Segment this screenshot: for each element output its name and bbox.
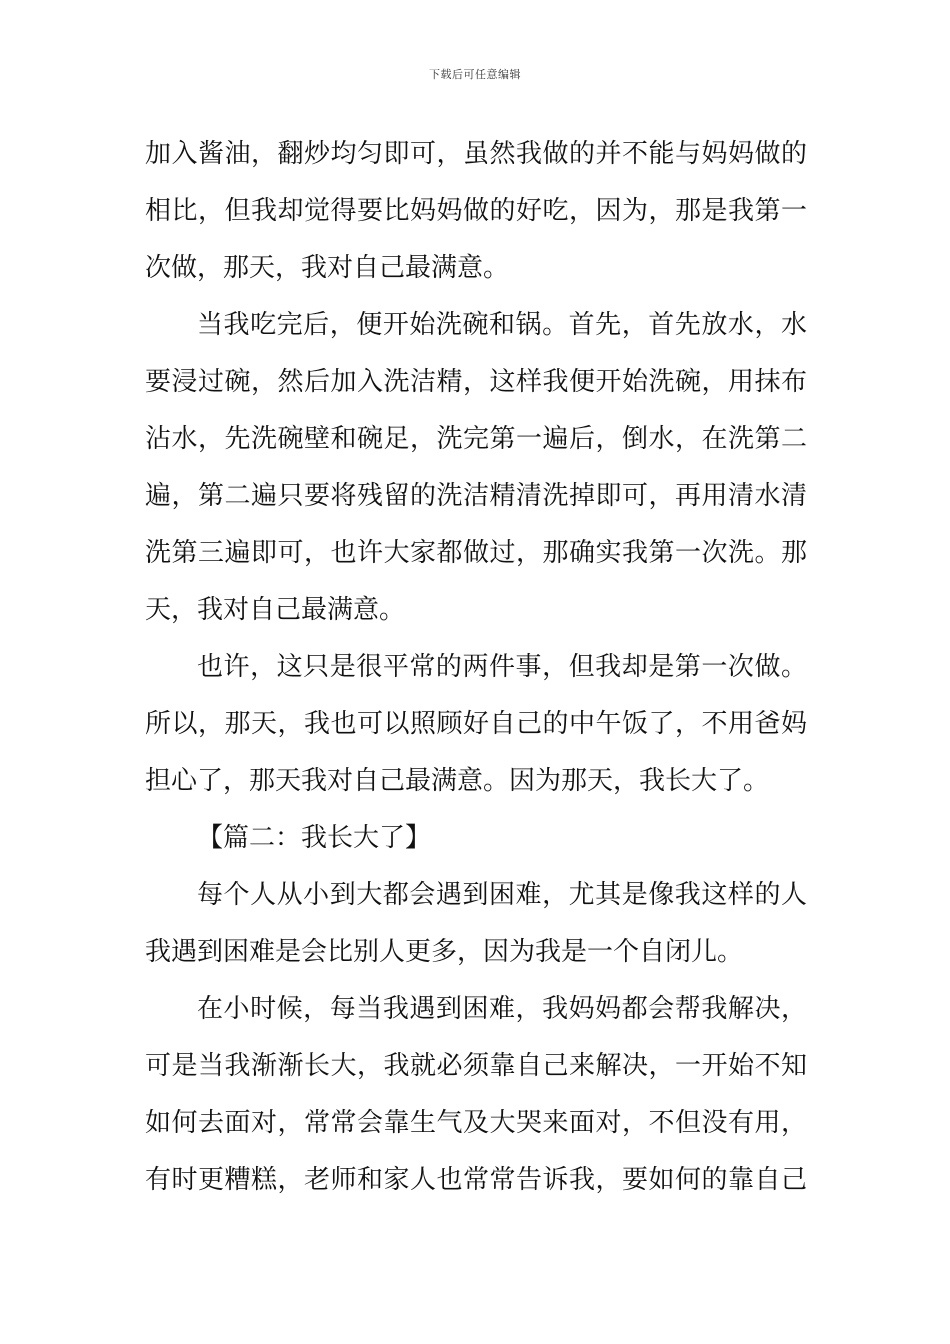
text-line: 天，我对自己最满意。 <box>145 595 406 625</box>
text-line: 遍，第二遍只要将残留的洗洁精清洗掉即可，再用清水清 <box>145 481 807 511</box>
text-line: 如何去面对，常常会靠生气及大哭来面对，不但没有用， <box>145 1108 807 1138</box>
paragraph-first-line: 每个人从小到大都会遇到困难，尤其是像我这样的人 <box>197 880 807 910</box>
text-line: 沾水，先洗碗壁和碗足，洗完第一遍后，倒水，在洗第二 <box>145 424 807 454</box>
body-text <box>145 126 807 1209</box>
text-line: 加入酱油，翻炒均匀即可，虽然我做的并不能与妈妈做的 <box>145 139 807 169</box>
text-line: 次做，那天，我对自己最满意。 <box>145 253 510 283</box>
text-line: 可是当我渐渐长大，我就必须靠自己来解决，一开始不知 <box>145 1051 807 1081</box>
paragraph-first-line: 在小时候，每当我遇到困难，我妈妈都会帮我解决， <box>197 994 807 1024</box>
section-heading: 【篇二：我长大了】 <box>197 823 432 853</box>
paragraph-first-line: 当我吃完后，便开始洗碗和锅。首先，首先放水，水 <box>197 310 807 340</box>
paragraph-first-line: 也许，这只是很平常的两件事，但我却是第一次做。 <box>197 652 807 682</box>
text-line: 担心了，那天我对自己最满意。因为那天，我长大了。 <box>145 766 770 796</box>
text-line: 我遇到困难是会比别人更多，因为我是一个自闭儿。 <box>145 937 744 967</box>
page-header: 下载后可任意编辑 <box>429 68 521 81</box>
text-line: 洗第三遍即可，也许大家都做过，那确实我第一次洗。那 <box>145 538 807 568</box>
text-line: 所以，那天，我也可以照顾好自己的中午饭了，不用爸妈 <box>145 709 807 739</box>
text-line: 相比，但我却觉得要比妈妈做的好吃，因为，那是我第一 <box>145 196 807 226</box>
text-line: 有时更糟糕，老师和家人也常常告诉我，要如何的靠自己 <box>145 1165 807 1195</box>
text-line: 要浸过碗，然后加入洗洁精，这样我便开始洗碗，用抹布 <box>145 367 807 397</box>
